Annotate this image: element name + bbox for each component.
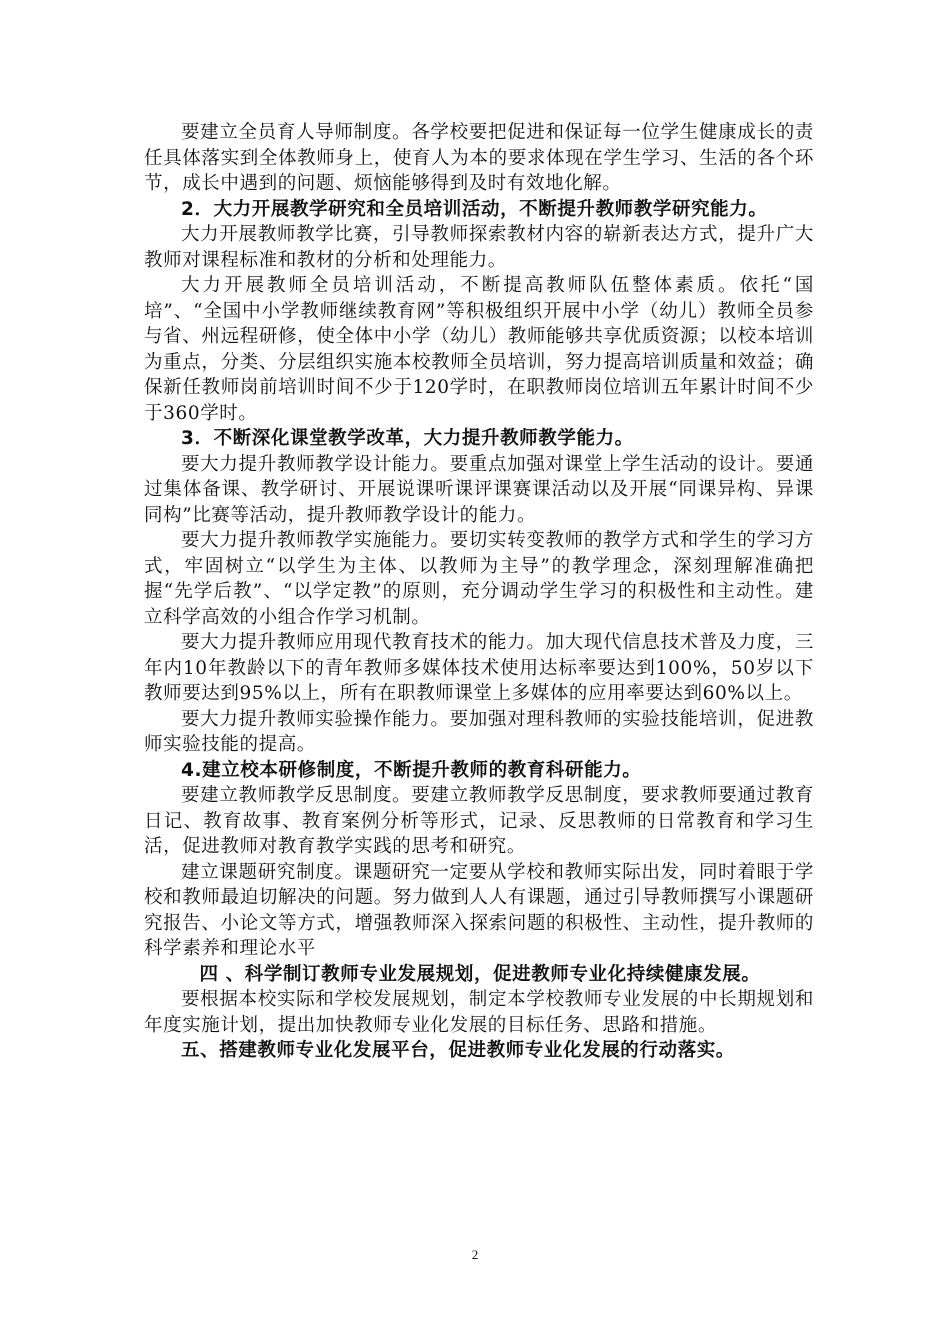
page-number: 2 — [471, 1247, 479, 1262]
paragraph-experiment-skills: 要大力提升教师实验操作能力。要加强对理科教师的实验技能培训，促进教师实验技能的提高。 — [144, 708, 814, 755]
paragraph-full-staff-training: 大力开展教师全员培训活动，不断提高教师队伍整体素质。依托“国培”、“全国中小学教师继续教育网”等积极组织开展中小学（幼儿）教师全员参与省、州远程研修，使全体中小学（幼儿）教师能够共享优质资源；以校本培训为重点，分类、分层组织实施本校教师全员培训，努力提高培训质量和效益；确保新任教师岗前培训时间不少于120学时，在职教师岗位培训五年累计时间不少于360学时。 — [144, 275, 814, 424]
paragraph-teaching-competition: 大力开展教师教学比赛，引导教师探索教材内容的崭新表达方式，提升广大教师对课程标准和教材的分析和处理能力。 — [144, 224, 814, 271]
paragraph-development-plan: 要根据本校实际和学校发展规划，制定本学校教师专业发展的中长期规划和年度实施计划，提出加快教师专业化发展的目标任务、思路和措施。 — [144, 989, 814, 1036]
heading-classroom-reform: 3．不断深化课堂教学改革，大力提升教师教学能力。 — [181, 428, 634, 449]
paragraph-teaching-reflection: 要建立教师教学反思制度。要建立教师教学反思制度，要求教师要通过教育日记、教育故事、教育案例分析等形式，记录、反思教师的日常教育和学习生活，促进教师对教育教学实践的思考和研究。 — [144, 785, 814, 857]
paragraph-mentor-system: 要建立全员育人导师制度。各学校要把促进和保证每一位学生健康成长的责任具体落实到全体教师身上，使育人为本的要求体现在学生学习、生活的各个环节，成长中遇到的问题、烦恼能够得到及时有效地化解。 — [144, 122, 814, 194]
paragraph-education-technology: 要大力提升教师应用现代教育技术的能力。加大现代信息技术普及力度，三年内10年教龄以下的青年教师多媒体技术使用达标率要达到100%，50岁以下教师要达到95%以上，所有在职教师课堂上多媒体的应用率要达到60%以上。 — [144, 632, 814, 704]
paragraph-teaching-design: 要大力提升教师教学设计能力。要重点加强对课堂上学生活动的设计。要通过集体备课、教学研讨、开展说课听课评课赛课活动以及开展“同课异构、异课同构”比赛等活动，提升教师教学设计的能力。 — [144, 453, 814, 526]
paragraph-topic-research: 建立课题研究制度。课题研究一定要从学校和教师实际出发，同时着眼于学校和教师最迫切解决的问题。努力做到人人有课题，通过引导教师撰写小课题研究报告、小论文等方式，增强教师深入探索问题的积极性、主动性，提升教师的科学素养和理论水平 — [144, 861, 814, 959]
heading-section-four: 四 、科学制订教师专业发展规划，促进教师专业化持续健康发展。 — [199, 963, 761, 985]
document-body — [144, 120, 814, 1064]
heading-section-five: 五、搭建教师专业化发展平台，促进教师专业化发展的行动落实。 — [181, 1040, 735, 1061]
heading-teaching-research: 2．大力开展教学研究和全员培训活动，不断提升教师教学研究能力。 — [181, 198, 768, 220]
heading-school-research: 4.建立校本研修制度，不断提升教师的教育科研能力。 — [181, 759, 642, 781]
paragraph-teaching-implementation: 要大力提升教师教学实施能力。要切实转变教师的教学方式和学生的学习方式，牢固树立“以学生为主体、以教师为主导”的教学理念，深刻理解准确把握“先学后教”、“以学定教”的原则，充分调动学生学习的积极性和主动性。建立科学高效的小组合作学习机制。 — [144, 530, 814, 628]
